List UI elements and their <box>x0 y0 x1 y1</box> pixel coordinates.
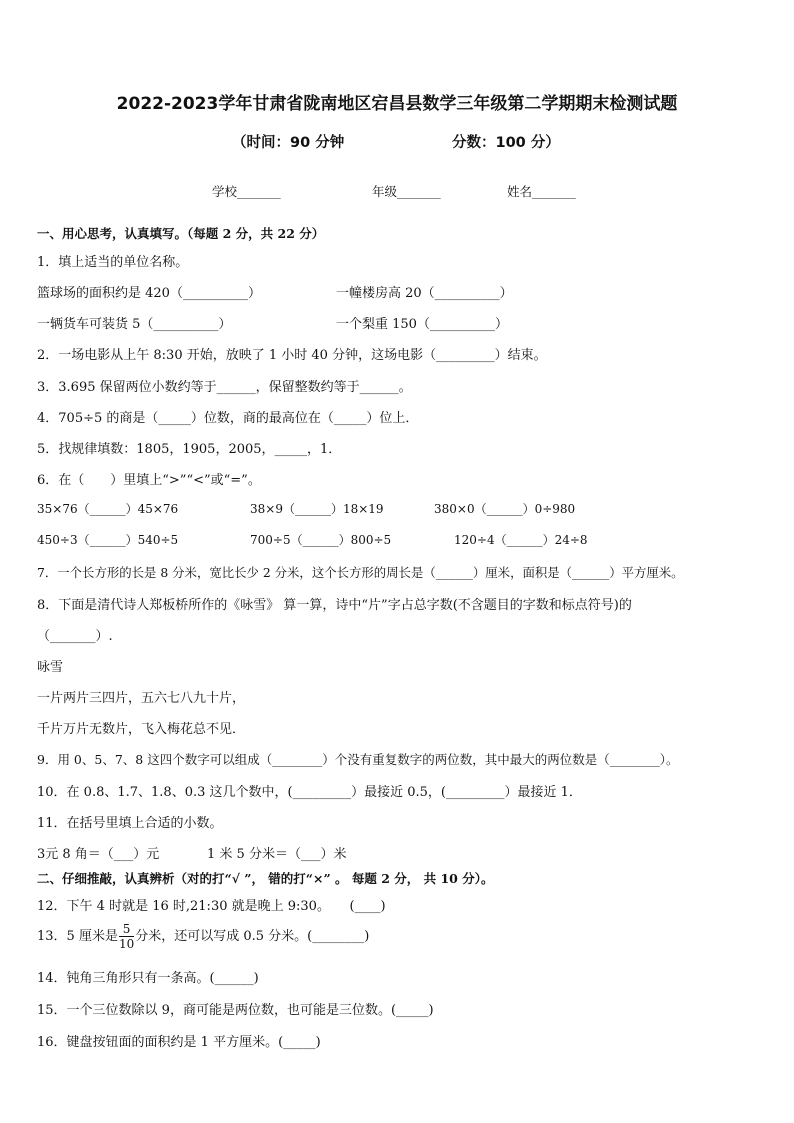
poem-title: 咏雪 <box>37 660 64 675</box>
fraction <box>119 922 134 951</box>
question-11a: 3元 8 角＝（___）元 <box>37 847 160 862</box>
question-6: 6．在（ ）里填上“>”“<”或“=”。 <box>37 473 261 488</box>
poem-line-2: 千片万片无数片，飞入梅花总不见． <box>37 722 246 737</box>
question-6-r1c2: 38×9（______）18×19 <box>250 502 384 516</box>
question-11b: 1 米 5 分米＝（___）米 <box>207 847 347 862</box>
question-6-r1c3: 380×0（______）0÷980 <box>434 502 576 516</box>
question-5: 5．找规律填数：1805，1905，2005，_____，1． <box>37 442 342 457</box>
question-15: 15．一个三位数除以 9，商可能是两位数，也可能是三位数。(_____) <box>37 1003 434 1018</box>
question-6-r1c1: 35×76（______）45×76 <box>37 502 179 516</box>
question-6-r2c2: 700÷5（______）800÷5 <box>250 533 392 547</box>
exam-score: 分数：100 分） <box>452 135 560 151</box>
exam-time: （时间：90 分钟 <box>232 135 345 151</box>
question-13-suffix: 分米，还可以写成 0.5 分米。(________) <box>135 929 370 944</box>
question-1a: 篮球场的面积约是 420（__________） <box>37 286 261 301</box>
question-12: 12．下午 4 时就是 16 时,21:30 就是晚上 9:30。 (____) <box>37 899 386 914</box>
question-11: 11．在括号里填上合适的小数。 <box>37 816 223 831</box>
question-4: 4．705÷5 的商是（_____）位数，商的最高位在（_____）位上． <box>37 411 419 426</box>
question-7: 7．一个长方形的长是 8 分米，宽比长少 2 分米，这个长方形的周长是（______）厘米，面积是（______）平方厘米。 <box>37 565 684 580</box>
question-13 <box>37 922 369 951</box>
question-8: 8．下面是清代诗人郑板桥所作的《咏雪》 算一算，诗中“片”字占总字数(不含题目的字数和标点符号)的 <box>37 598 632 613</box>
fraction-denominator: 10 <box>118 937 135 951</box>
question-2: 2．一场电影从上午 8:30 开始，放映了 1 小时 40 分钟，这场电影（_________）结束。 <box>37 348 547 363</box>
question-3: 3．3.695 保留两位小数约等于______，保留整数约等于______。 <box>37 380 412 395</box>
question-8-blank: （_______）. <box>37 629 113 644</box>
question-6-r2c1: 450÷3（______）540÷5 <box>37 533 179 547</box>
question-1c: 一辆货车可装货 5（__________） <box>37 317 232 332</box>
question-16: 16．键盘按钮面的面积约是 1 平方厘米。(_____) <box>37 1035 321 1050</box>
name-field: 姓名_______ <box>507 184 576 199</box>
question-1d: 一个梨重 150（__________） <box>336 317 508 332</box>
fraction-numerator: 5 <box>119 922 134 937</box>
question-1b: 一幢楼房高 20（__________） <box>336 286 513 301</box>
section1-heading: 一、用心思考，认真填写。（每题 2 分，共 22 分） <box>37 226 325 241</box>
question-9: 9．用 0、5、7、8 这四个数字可以组成（________）个没有重复数字的两位数，其中最大的两位数是（________）。 <box>37 752 679 767</box>
section2-heading: 二、仔细推敲，认真辨析（对的打“√ ”， 错的打“×” 。 每题 2 分， 共 10 分）。 <box>37 871 494 886</box>
exam-title: 2022-2023学年甘肃省陇南地区宕昌县数学三年级第二学期期末检测试题 <box>116 94 678 114</box>
question-13-prefix: 13．5 厘米是 <box>37 929 118 944</box>
grade-field: 年级_______ <box>372 184 441 199</box>
question-6-r2c3: 120÷4（______）24÷8 <box>454 533 588 547</box>
poem-line-1: 一片两片三四片，五六七八九十片， <box>37 691 246 706</box>
school-field: 学校_______ <box>212 184 281 199</box>
question-10: 10．在 0.8、1.7、1.8、0.3 这几个数中，(_________）最接近 0.5，(_________）最接近 1． <box>37 785 582 800</box>
question-14: 14．钝角三角形只有一条高。(______) <box>37 971 259 986</box>
question-1: 1．填上适当的单位名称。 <box>37 255 189 270</box>
